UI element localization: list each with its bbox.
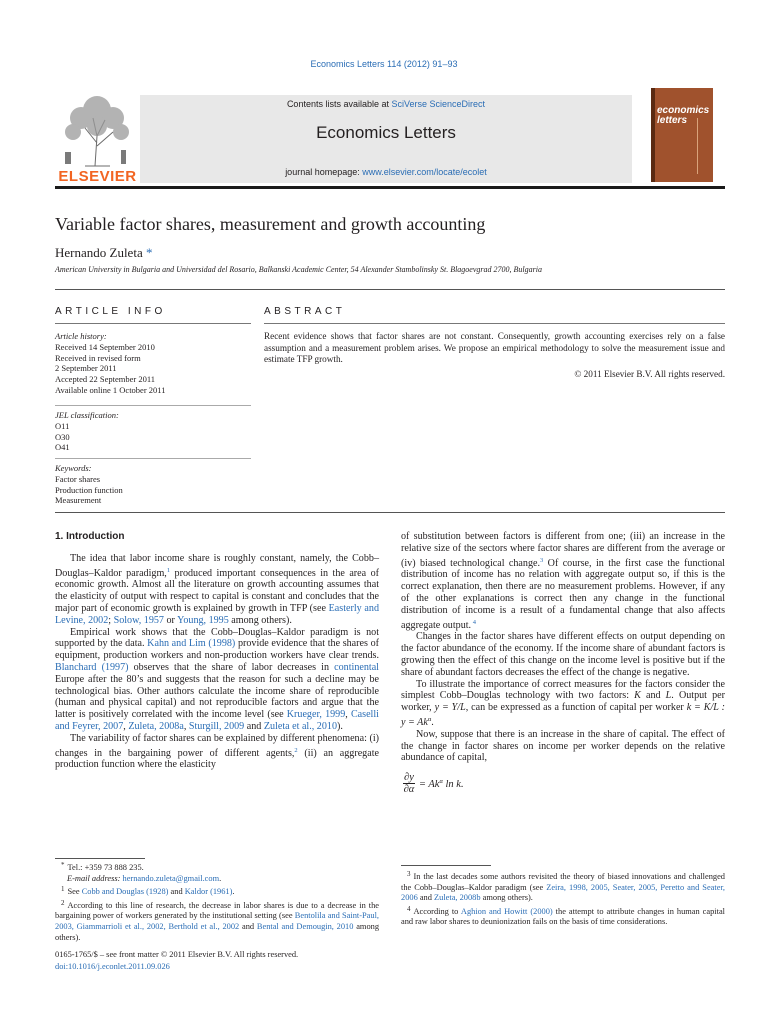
equation-rhs bbox=[419, 776, 464, 791]
copyright: © 2011 Elsevier B.V. All rights reserved. bbox=[574, 369, 725, 379]
math-symbol: L bbox=[665, 690, 672, 702]
history-item: Received in revised form bbox=[55, 352, 141, 363]
text-span: or bbox=[163, 614, 178, 626]
divider bbox=[55, 323, 251, 324]
jel-label: JEL classification: bbox=[55, 410, 119, 420]
footnote-ref[interactable]: 1 bbox=[166, 566, 171, 574]
issn-line: 0165-1765/$ – see front matter © 2011 Elsevier B.V. All rights reserved. bbox=[55, 950, 299, 959]
footnote-text: . bbox=[232, 887, 235, 897]
footnote-mark: 4 bbox=[407, 904, 411, 913]
affiliation: American University in Bulgaria and Universidad del Rosario, Balkanski Academic Center, 54 Alexander Stambolinsky St. Blagoevgrad 2700, Bulgaria bbox=[55, 265, 542, 274]
footnote bbox=[55, 860, 379, 874]
text-span: . bbox=[431, 716, 434, 728]
text-span: , bbox=[183, 720, 189, 732]
footnote-text: E-mail address: bbox=[67, 873, 123, 883]
text-span: , bbox=[345, 709, 351, 721]
paragraph bbox=[401, 531, 725, 631]
homepage-prefix: journal homepage: bbox=[285, 167, 363, 177]
footnote-text: among others). bbox=[55, 921, 380, 942]
footnote bbox=[55, 898, 379, 943]
divider bbox=[55, 458, 251, 459]
divider bbox=[55, 512, 725, 513]
citation-link[interactable]: Bental and Demougin, 2010 bbox=[256, 921, 354, 931]
author-name: Hernando Zuleta bbox=[55, 245, 143, 260]
text-span: of substitution between factors is different from one; (iii) an increase in the relative size of the sectors where factor shares are different from the average or (iv) biased technological change. bbox=[401, 531, 725, 569]
text-span: Empirical work shows that the Cobb–Douglas–Kaldor paradigm is not supported by the data. bbox=[55, 626, 379, 650]
footnote bbox=[55, 874, 379, 885]
homepage-link[interactable]: www.elsevier.com/locate/ecolet bbox=[362, 167, 487, 177]
keywords bbox=[55, 463, 251, 506]
text-span: observes that the share of labor decreases in bbox=[128, 661, 335, 673]
equation-fraction bbox=[403, 772, 415, 795]
math-symbol: K bbox=[634, 690, 641, 702]
footnote bbox=[55, 884, 379, 898]
text-span: , bbox=[123, 720, 129, 732]
history-item: Accepted 22 September 2011 bbox=[55, 374, 155, 385]
keyword: Production function bbox=[55, 484, 123, 495]
math-superscript: α bbox=[427, 715, 432, 723]
footnote-text: Tel.: +359 73 888 235. bbox=[67, 863, 144, 872]
journal-banner bbox=[140, 95, 632, 183]
history-item: Received 14 September 2010 bbox=[55, 341, 155, 352]
paragraph bbox=[401, 679, 725, 729]
body-column-right bbox=[401, 531, 725, 795]
keywords-label: Keywords: bbox=[55, 463, 92, 473]
history-item: Available online 1 October 2011 bbox=[55, 384, 166, 395]
footnote-text: According to bbox=[413, 906, 461, 916]
jel-code: O11 bbox=[55, 420, 70, 431]
history-item: 2 September 2011 bbox=[55, 363, 117, 374]
cover-title-line2: letters bbox=[657, 115, 688, 126]
footnote-text: among others). bbox=[480, 893, 533, 903]
text-span: , can be expressed as a function of capital per worker bbox=[465, 702, 687, 714]
sciencedirect-link[interactable]: SciVerse ScienceDirect bbox=[391, 99, 486, 109]
footnote-mark: * bbox=[61, 861, 65, 869]
divider bbox=[55, 405, 251, 406]
homepage-line bbox=[140, 167, 632, 177]
history-label: Article history: bbox=[55, 331, 107, 341]
citation-link[interactable]: Solow, 1957 bbox=[113, 614, 164, 626]
text-span: . Output per worker, bbox=[401, 690, 725, 714]
article-title: Variable factor shares, measurement and growth accounting bbox=[55, 214, 486, 234]
header-rule bbox=[55, 186, 725, 189]
citation-link[interactable]: Easterly and Levine, 2002 bbox=[55, 602, 379, 626]
equation-log: ln k. bbox=[442, 779, 464, 791]
journal-citation[interactable]: Economics Letters 114 (2012) 91–93 bbox=[310, 59, 458, 69]
paragraph bbox=[55, 553, 379, 627]
text-span: The variability of factor shares can be explained by different phenomena: (i) changes in the bargaining power of different agents, bbox=[55, 732, 379, 759]
citation-link[interactable]: continental bbox=[334, 661, 379, 673]
citation-link[interactable]: Zuleta, 2008a bbox=[128, 720, 184, 732]
equation-denominator: ∂α bbox=[403, 784, 415, 796]
footnote-rule bbox=[55, 858, 145, 859]
email-link[interactable]: hernando.zuleta@gmail.com bbox=[122, 873, 220, 883]
citation-link[interactable]: Krueger, 1999 bbox=[286, 709, 346, 721]
divider bbox=[264, 323, 725, 324]
text-span: Europe after the 80’s and suggests that the reason for such a decline may be technological bias. Other authors calculate the income share of reproducible (human and physical capital) and not reproducible factors and argue that the latter is positively correlated with the income level (see bbox=[55, 673, 379, 721]
footnote-ref[interactable]: 2 bbox=[294, 746, 298, 754]
jel-code: O30 bbox=[55, 431, 70, 442]
footnote bbox=[401, 904, 725, 928]
divider bbox=[55, 289, 725, 290]
cover-side-decoration bbox=[697, 118, 707, 174]
doi-link[interactable]: doi:10.1016/j.econlet.2011.09.026 bbox=[55, 962, 170, 971]
elsevier-wordmark: ELSEVIER bbox=[58, 168, 137, 185]
text-span: produced important consequences in the area of economic growth. Almost all the literature on growth accounting assumes that the elasticity of output with respect to capital is constant and concludes that the major part of economic growth is explained by growth in TFP (see bbox=[55, 567, 379, 614]
citation-link[interactable]: Zeira, 1998, 2005, Seater, 2005, Peretto and Seater, 2006 bbox=[401, 882, 725, 903]
citation-link[interactable]: Kaldor (1961) bbox=[184, 887, 233, 897]
abstract-heading: ABSTRACT bbox=[264, 306, 346, 317]
footnote-rule bbox=[401, 865, 491, 866]
text-span: among others). bbox=[228, 614, 292, 626]
footnote-text: and bbox=[417, 893, 435, 903]
footnote-text: the attempt to attribute changes in human capital and raw labor shares to deunionization fails on the basis of time considerations. bbox=[401, 906, 725, 927]
citation-link[interactable]: Zuleta et al., 2010 bbox=[263, 720, 337, 732]
journal-cover bbox=[651, 88, 713, 182]
text-span: The idea that labor income share is roughly constant, namely, the Cobb–Douglas–Kaldor paradigm, bbox=[55, 552, 379, 579]
footnote-text: . bbox=[219, 873, 222, 883]
footnote-ref[interactable]: 3 bbox=[540, 556, 544, 564]
paragraph bbox=[55, 733, 379, 771]
section-heading: 1. Introduction bbox=[55, 531, 125, 542]
tree-logo-icon bbox=[55, 88, 140, 168]
text-span: Of course, in the first case the functional distribution of income has no relation with aggregate output so, if this is the correct explanation, then there are no measurement problems. However, if any of the other explanations is correct then any change in the functional distribution of income is a result of a fundamental change that also affects aggregate output. bbox=[401, 557, 725, 631]
keyword: Factor shares bbox=[55, 473, 101, 484]
text-span: To illustrate the importance of correct measures for the factors consider the simplest Cobb–Douglas technology with two factors: bbox=[401, 678, 725, 702]
footnote-text: and bbox=[239, 921, 257, 931]
article-history bbox=[55, 331, 251, 396]
citation-link[interactable]: Kahn and Lim (1998) bbox=[147, 638, 236, 650]
paragraph: Now, suppose that there is an increase in the share of capital. The effect of the change in factor shares on income per worker depends on the relative abundance of capital, bbox=[401, 728, 725, 764]
paragraph bbox=[55, 627, 379, 733]
equation-numerator: ∂y bbox=[404, 772, 414, 784]
inline-math: k = K/L : y = Ak bbox=[401, 702, 725, 728]
citation-link[interactable]: Cobb and Douglas (1928) bbox=[81, 887, 169, 897]
citation-link[interactable]: Young, 1995 bbox=[177, 614, 229, 626]
math-superscript: α bbox=[439, 778, 443, 786]
elsevier-logo bbox=[55, 88, 140, 184]
display-equation bbox=[401, 772, 725, 795]
footnote-ref[interactable]: 4 bbox=[471, 618, 476, 626]
text-span: (ii) an aggregate production function where the elasticity bbox=[55, 747, 379, 771]
equation-rhs-text: = Ak bbox=[418, 779, 440, 791]
cover-spine bbox=[651, 88, 655, 182]
footnote-text: In the last decades some authors revisited the theory of biased innovations and challenged the Cobb–Douglas–Kaldor paradigm (see bbox=[401, 872, 725, 892]
author-line bbox=[55, 245, 152, 261]
text-span: and bbox=[244, 720, 264, 732]
citation-link[interactable]: Aghion and Howitt (2000) bbox=[460, 906, 553, 916]
body-column-left bbox=[55, 531, 379, 771]
article-info-heading: ARTICLE INFO bbox=[55, 306, 166, 317]
jel-code: O41 bbox=[55, 442, 70, 453]
journal-name: Economics Letters bbox=[316, 123, 456, 142]
abstract-text: Recent evidence shows that factor shares are not constant. Consequently, growth accounting exercises rely on a false assumption and a measurement problem arises. We propose an empirical methodology to solve the measurement issue and estimate TFP growth. bbox=[264, 331, 725, 365]
citation-link[interactable]: Bentolila and Saint-Paul, 2003, Giammarrioli et al., 2002, Berthold et al., 2002 bbox=[55, 911, 379, 931]
footnote-mark: 3 bbox=[407, 870, 411, 878]
author-footnote-mark[interactable]: * bbox=[145, 245, 153, 260]
paragraph: Changes in the factor shares have different effects on output depending on the factor abundance of the economy. If the income share of abundant factors is growing then the effect of this change on the income level is positive but if the share of abundant factors decreases the effect of the change is negative. bbox=[401, 631, 725, 678]
citation-link[interactable]: Blanchard (1997) bbox=[55, 661, 129, 673]
text-span: ). bbox=[337, 720, 343, 732]
contents-line bbox=[140, 99, 632, 109]
footnote-text: See bbox=[67, 887, 82, 897]
footnote-mark: 2 bbox=[61, 898, 65, 907]
jel-classification bbox=[55, 410, 251, 453]
citation-link[interactable]: Sturgill, 2009 bbox=[188, 720, 245, 732]
footnotes-left bbox=[55, 860, 379, 943]
keyword: Measurement bbox=[55, 495, 102, 506]
footnote-text: According to this line of research, the decrease in labor shares is due to a decrease in the bargaining power of workers generated by the institutional setting (see bbox=[55, 900, 379, 921]
citation-link[interactable]: Zuleta, 2008b bbox=[434, 893, 481, 903]
footnote bbox=[401, 869, 725, 904]
text-span: provide evidence that the shares of equipment, production workers and non-production workers have clear trends. bbox=[55, 638, 379, 662]
footnote-mark: 1 bbox=[61, 885, 65, 894]
text-span: and bbox=[640, 690, 666, 702]
citation-link[interactable]: Caselli and Feyrer, 2007 bbox=[55, 709, 379, 732]
footnote-text: and bbox=[168, 887, 185, 897]
inline-math: y = Y/L bbox=[434, 702, 466, 714]
text-span: ; bbox=[108, 614, 114, 626]
cover-title-line1: economics bbox=[657, 105, 710, 116]
footnotes-right bbox=[401, 869, 725, 928]
contents-prefix: Contents lists available at bbox=[286, 99, 392, 109]
